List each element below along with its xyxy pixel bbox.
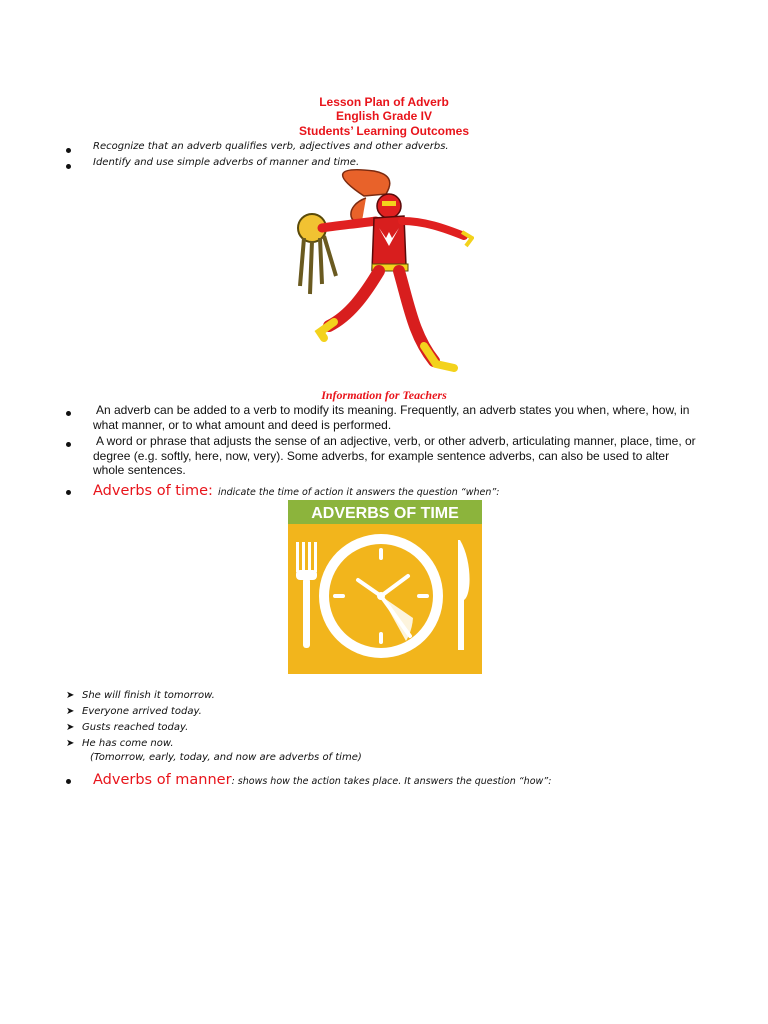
lesson-title: Lesson Plan of Adverb <box>319 95 449 109</box>
example-item <box>66 705 202 718</box>
example-item <box>66 689 215 702</box>
arrow-bullet-icon: ➤ <box>66 738 75 749</box>
example-item <box>66 737 174 750</box>
superhero-adverb-illustration <box>294 166 474 376</box>
time-note: (Tomorrow, early, today, and now are adverbs of time) <box>90 752 362 763</box>
example-text: Gusts reached today. <box>82 722 189 733</box>
arrow-bullet-icon: ➤ <box>66 722 75 733</box>
example-text: Everyone arrived today. <box>82 706 202 717</box>
outcomes-title: Students’ Learning Outcomes <box>298 124 470 138</box>
bullet-icon <box>66 779 71 784</box>
manner-desc: : shows how the action takes place. It answers the question “how”: <box>231 776 552 787</box>
info-heading: Information for Teachers <box>321 388 447 402</box>
bullet-icon <box>66 148 71 153</box>
outcome-text: Identify and use simple adverbs of manner and time. <box>93 157 360 168</box>
time-section-item <box>66 482 499 500</box>
bullet-icon <box>66 442 71 447</box>
grade-title: English Grade IV <box>335 109 433 123</box>
image-banner-text: ADVERBS OF TIME <box>311 505 459 522</box>
info-text: An adverb can be added to a verb to modify its meaning. Frequently, an adverb states you when, where, how, in what manner, or to what amount and deed is performed. <box>93 403 690 432</box>
manner-section-item <box>66 771 551 789</box>
bullet-icon <box>66 411 71 416</box>
info-item <box>66 434 699 478</box>
arrow-bullet-icon: ➤ <box>66 690 75 701</box>
example-item <box>66 721 188 734</box>
time-label: Adverbs of time: <box>93 483 213 499</box>
arrow-bullet-icon: ➤ <box>66 706 75 717</box>
bullet-icon <box>66 164 71 169</box>
example-text: He has come now. <box>82 738 174 749</box>
outcome-text: Recognize that an adverb qualifies verb, adjectives and other adverbs. <box>93 141 449 152</box>
manner-label: Adverbs of manner <box>93 772 232 788</box>
adverbs-of-time-image <box>288 500 482 674</box>
info-text: A word or phrase that adjusts the sense of an adjective, verb, or other adverb, articulating manner, place, time, or degree (e.g. softly, here, now, very). Some adverbs, for example sentence adverbs, can also be used to alter whole sentences. <box>93 434 696 477</box>
example-text: She will finish it tomorrow. <box>82 690 215 701</box>
info-item <box>66 403 699 432</box>
time-desc: indicate the time of action it answers the question “when”: <box>217 487 500 498</box>
bullet-icon <box>66 490 71 495</box>
